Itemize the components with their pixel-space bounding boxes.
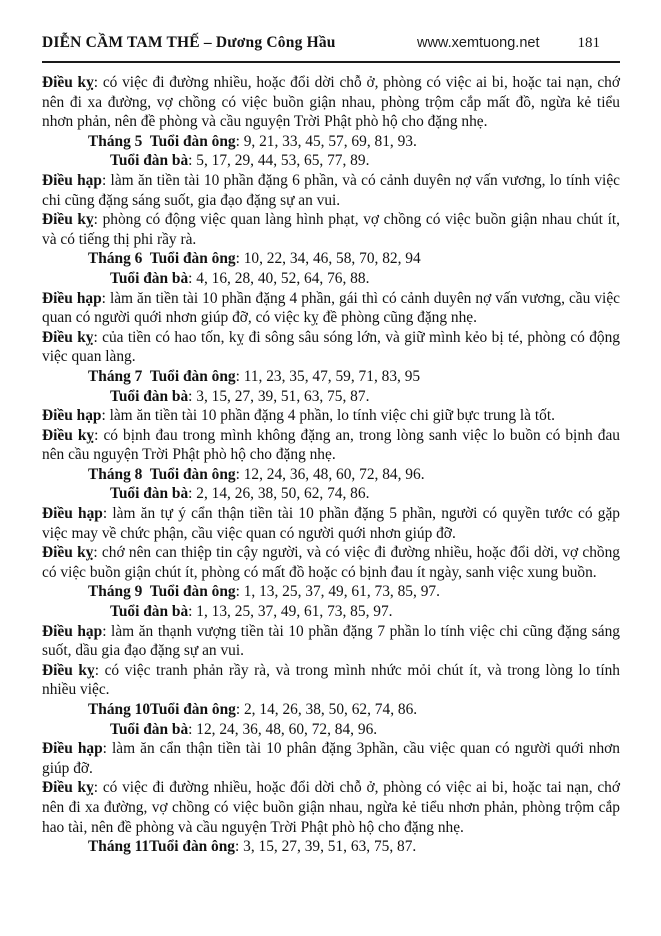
entry-paragraph: Điều kỵ: có bịnh đau trong mình không đặng an, trong lòng sanh việc lo buồn có bịnh đau nên cầu nguyện Trời Phật phò hộ cho đặng nhẹ. <box>42 426 620 464</box>
paragraph-label: Tháng 8 Tuổi đàn ông <box>88 465 236 483</box>
female-ages-row: Tuổi đàn bà: 12, 24, 36, 48, 60, 72, 84, 96. <box>110 720 378 738</box>
female-ages-row: Tuổi đàn bà: 1, 13, 25, 37, 49, 61, 73, 85, 97. <box>110 603 393 621</box>
paragraph-label: Tháng 6 Tuổi đàn ông <box>88 250 236 268</box>
female-ages-row: Tuổi đàn bà: 5, 17, 29, 44, 53, 65, 77, 89. <box>110 152 370 170</box>
paragraph-label: Điều kỵ <box>42 661 95 679</box>
paragraph-label: Tuổi đàn bà <box>110 152 189 170</box>
entry-paragraph: Điều hạp: làm ăn tiền tài 10 phần đặng 6 phần, và có cảnh duyên nợ vấn vương, lo tính việc chi cũng đặng sáng suốt, gia đạo đặng sự an vui. <box>42 171 620 209</box>
paragraph-label: Tháng 10Tuổi đàn ông <box>88 701 236 718</box>
paragraph-label: Tuổi đàn bà <box>110 485 189 503</box>
paragraph-label: Điều kỵ <box>42 211 94 229</box>
website-url: www.xemtuong.net <box>416 35 540 51</box>
paragraph-label: Tuổi đàn bà <box>110 387 189 405</box>
entry-paragraph: Điều kỵ: có việc đi đường nhiều, hoặc đổi dời chỗ ở, phòng có việc ai bi, hoặc tai nạn, chớ nên đi xa đường, vợ chồng có việc buồn giận nhau, phòng trộm cắp mất đồ, ngừa kẻ tiểu nhơn phản, nên đề phòng và cầu nguyện Trời Phật phò hộ cho đặng nhẹ. <box>42 74 620 131</box>
paragraph-label: Điều kỵ <box>42 544 94 562</box>
paragraph-label: Điều hạp <box>42 171 102 189</box>
paragraph-label: Điều hạp <box>42 622 103 640</box>
entry-paragraph: Điều hạp: làm ăn thạnh vượng tiền tài 10 phần đặng 7 phần lo tính việc chi cũng đặng sáng suốt, dầu gia đạo đặng sự an vui. <box>42 622 620 660</box>
female-ages-row: Tuổi đàn bà: 4, 16, 28, 40, 52, 64, 76, 88. <box>110 269 370 287</box>
month-row: Tháng 9 Tuổi đàn ông: 1, 13, 25, 37, 49, 61, 73, 85, 97. <box>88 583 440 601</box>
entry-paragraph: Điều hạp: làm ăn tiền tài 10 phần đặng 4 phần, gái thì có cảnh duyên nợ vấn vương, cầu việc quan có người quới nhơn giúp đỡ, có việc kỵ đề phòng cũng đặng nhẹ. <box>42 289 620 327</box>
paragraph-label: Tháng 5 Tuổi đàn ông <box>88 132 236 150</box>
paragraph-label: Tháng 7 Tuổi đàn ông <box>88 367 236 385</box>
paragraph-label: Tuổi đàn bà <box>110 603 189 621</box>
month-row: Tháng 7 Tuổi đàn ông: 11, 23, 35, 47, 59, 71, 83, 95 <box>88 367 421 385</box>
month-row: Tháng 11Tuổi đàn ông: 3, 15, 27, 39, 51, 63, 75, 87. <box>88 838 417 856</box>
page-body <box>42 73 620 857</box>
paragraph-label: Điều hạp <box>42 407 102 425</box>
page-header <box>42 34 620 63</box>
paragraph-label: Tháng 9 Tuổi đàn ông <box>88 583 236 601</box>
entry-paragraph: Điều hạp: làm ăn tự ý cẩn thận tiền tài 10 phần đặng 5 phần, người có quyền tước có gặp việc may về chức phận, cầu việc quan có người quới nhơn giúp đỡ. <box>42 505 620 542</box>
entry-paragraph: Điều kỵ: có việc đi đường nhiều, hoặc đổi dời chỗ ở, phòng có việc ai bi, hoặc tai nạn, chớ nên đi xa đường, vợ chồng có việc buồn giận nhau, ngừa kẻ tiểu nhơn phản, phòng trộm cắp hao tài, nên đề phòng và cầu nguyện Trời Phật phò hộ cho đặng nhẹ. <box>42 779 620 836</box>
paragraph-label: Tuổi đàn bà <box>110 269 189 287</box>
month-row: Tháng 10Tuổi đàn ông: 2, 14, 26, 38, 50, 62, 74, 86. <box>88 701 418 718</box>
book-title: DIỄN CẦM TAM THẾ – Dương Công Hầu <box>42 34 336 51</box>
paragraph-label: Điều hạp <box>42 505 103 523</box>
month-row: Tháng 8 Tuổi đàn ông: 12, 24, 36, 48, 60, 72, 84, 96. <box>88 465 425 483</box>
paragraph-label: Điều kỵ <box>42 779 94 797</box>
month-row: Tháng 5 Tuổi đàn ông: 9, 21, 33, 45, 57, 69, 81, 93. <box>88 132 417 150</box>
female-ages-row: Tuổi đàn bà: 2, 14, 26, 38, 50, 62, 74, 86. <box>110 485 370 503</box>
entry-paragraph: Điều kỵ: có việc tranh phản rầy rà, và trong mình nhức mỏi chút ít, và trong lòng lo tính nhiều việc. <box>42 661 620 699</box>
entry-paragraph: Điều hạp: làm ăn cẩn thận tiền tài 10 phân đặng 3phần, cầu việc quan có người quới nhơn giúp đỡ. <box>42 740 620 777</box>
entry-paragraph: Điều kỵ: phòng có động việc quan làng hình phạt, vợ chồng có việc buồn giận nhau chút ít, và có tiếng thị phi rầy rà. <box>42 211 620 248</box>
page-number: 181 <box>577 35 600 51</box>
female-ages-row: Tuổi đàn bà: 3, 15, 27, 39, 51, 63, 75, 87. <box>110 387 370 405</box>
paragraph-label: Điều hạp <box>42 740 103 758</box>
month-row: Tháng 6 Tuổi đàn ông: 10, 22, 34, 46, 58, 70, 82, 94 <box>88 250 421 268</box>
entry-paragraph: Điều kỵ: chớ nên can thiệp tin cậy người, và có việc đi đường nhiều, hoặc đổi dời, vợ chồng có việc buồn giận chút ít, phòng có mất đồ hoặc có bịnh đau ít ngày, sanh việc xung buồn. <box>42 544 620 581</box>
entry-paragraph: Điều hạp: làm ăn tiền tài 10 phần đặng 4 phần, lo tính việc chi giữ bực trung là tốt. <box>42 407 555 425</box>
paragraph-label: Điều kỵ <box>42 426 95 444</box>
paragraph-label: Điều hạp <box>42 289 102 307</box>
entry-paragraph: Điều kỵ: của tiền có hao tốn, kỵ đi sông sâu sóng lớn, và giữ mình kẻo bị té, phòng có động việc quan làng. <box>42 328 620 366</box>
paragraph-label: Tháng 11Tuổi đàn ông <box>88 838 236 856</box>
paragraph-label: Điều kỵ <box>42 74 94 91</box>
paragraph-label: Tuổi đàn bà <box>110 720 189 738</box>
paragraph-label: Điều kỵ <box>42 328 94 346</box>
